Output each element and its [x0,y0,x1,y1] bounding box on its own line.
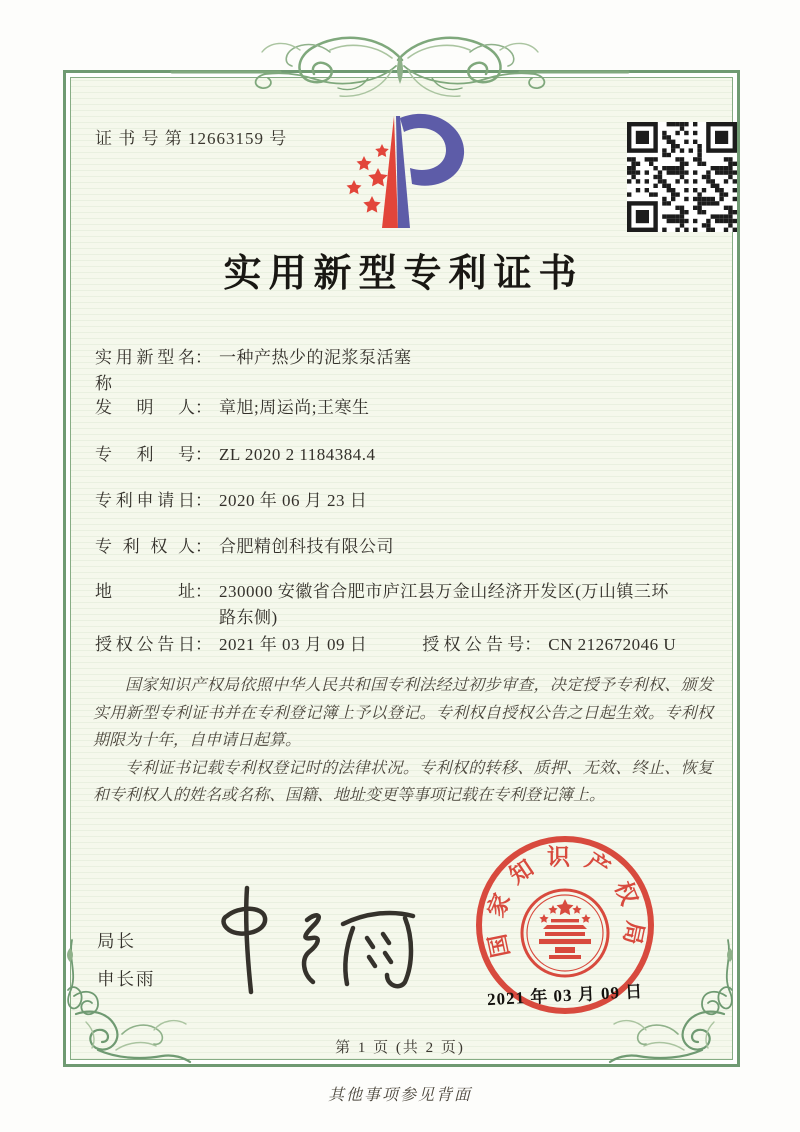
cnipa-logo-icon [334,110,466,230]
handwritten-signature-icon [215,882,445,1000]
field-label: 实用新型名称 [95,348,195,393]
field-value: 章旭;周运尚;王寒生 [219,398,370,417]
body-paragraph: 专利证书记载专利权登记时的法律状况。专利权的转移、质押、无效、终止、恢复和专利权人的姓名或名称、国籍、地址变更等事项记载在专利登记簿上。 [93,759,713,804]
seal-text: 国家知识产权局 [482,844,648,960]
field-label: 专利申请日 [95,491,195,510]
field-patent-number: 专利号： ZL 2020 2 1184384.4 [95,442,715,468]
qr-code-icon [627,122,737,232]
back-side-note: 其他事项参见背面 [327,1087,472,1104]
grant-number-pair: 授权公告号： CN 212672046 U [422,632,676,658]
field-patentee: 专利权人： 合肥精创科技有限公司 [95,534,715,560]
national-emblem [522,890,608,976]
field-grant-announcement: 授权公告日： 2021 年 03 月 09 日 授权公告号： CN 212672046 U [95,632,715,658]
field-label: 专利权人 [95,537,195,556]
field-utility-model-name: 实用新型名称： 一种产热少的泥浆泵活塞 [95,345,715,397]
field-value: 230000 安徽省合肥市庐江县万金山经济开发区(万山镇三环路东侧) [219,582,669,627]
field-inventors: 发明人： 章旭;周运尚;王寒生 [95,395,715,421]
legal-body-text [93,672,713,810]
certificate-title: 实用新型专利证书 [223,253,584,295]
field-label: 发明人 [95,398,195,417]
field-label: 地址 [95,582,195,601]
grant-date-value: 2021 年 03 月 09 日 [219,635,368,654]
field-label: 授权公告号 [422,635,525,654]
signer-title: 局长 [97,931,136,951]
field-value: 合肥精创科技有限公司 [219,537,394,556]
logo-p-shape [382,114,464,228]
field-address: 地址： 230000 安徽省合肥市庐江县万金山经济开发区(万山镇三环路东侧) [95,579,715,631]
field-label: 专利号 [95,445,195,464]
seal-date: 2021 年 03 月 09 日 [486,981,644,1010]
body-paragraph: 国家知识产权局依照中华人民共和国专利法经过初步审查，决定授予专利权、颁发实用新型专利证书并在专利登记簿上予以登记。专利权自授权公告之日起生效。专利权期限为十年，自申请日起算。 [93,677,713,749]
page-number: 第 1 页 (共 2 页) [335,1040,465,1056]
field-value: 2020 年 06 月 23 日 [219,491,368,510]
field-label: 授权公告日 [95,635,195,654]
signer-block [97,922,156,998]
signer-name: 申长雨 [97,969,156,989]
certificate-number: 证 书 号 第 12663159 号 [95,129,288,148]
logo-stars [347,144,389,213]
field-value: ZL 2020 2 1184384.4 [219,445,376,464]
field-value: 一种产热少的泥浆泵活塞 [219,348,412,367]
field-filing-date: 专利申请日： 2020 年 06 月 23 日 [95,488,715,514]
top-ornament-icon [170,14,630,118]
grant-number-value: CN 212672046 U [548,635,677,654]
